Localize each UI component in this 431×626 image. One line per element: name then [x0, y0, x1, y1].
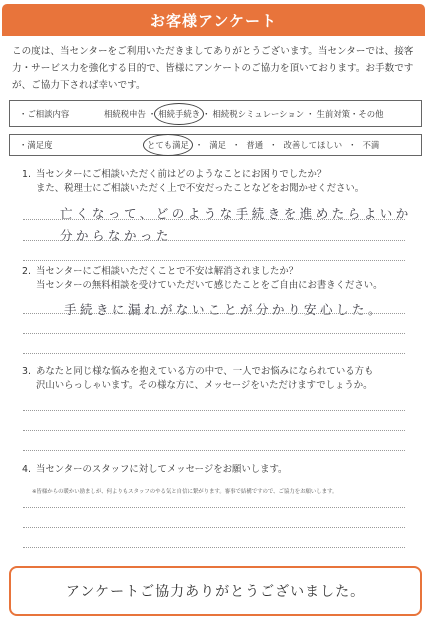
satisfaction-option[interactable]: 満足	[209, 140, 226, 150]
survey-title: お客様アンケート	[149, 11, 278, 30]
answer-line	[23, 430, 405, 431]
intro-text: この度は、当センターをご利用いただきましてありがとうございます。当センターでは、接客力・サービス力を強化する目的で、皆様にアンケートのご協力を頂いております。お手数ですが、ご協力下されば幸いです。	[12, 46, 414, 91]
question-4-line1: 当センターのスタッフに対してメッセージをお願いします。	[36, 464, 288, 475]
consultation-option[interactable]: 生前対策・その他	[316, 108, 384, 119]
answer-line	[23, 547, 405, 548]
satisfaction-options: とても満足 ・ 満足 ・ 普通 ・ 改善してほしい ・ 不満	[147, 140, 380, 150]
answer-2-line1: 手続きに漏れがないことが分かり安心した。	[64, 302, 385, 317]
answer-line	[23, 219, 405, 220]
consultation-option-selected[interactable]: 相続手続き	[158, 108, 201, 119]
consultation-option[interactable]: 相続税シミュレーション	[212, 108, 305, 119]
question-1-line1: 当センターにご相談いただく前はどのようなことにお困りでしたか？	[36, 169, 327, 180]
satisfaction-label: ・満足度	[19, 140, 53, 150]
answer-line	[23, 260, 405, 261]
question-3-line1: あなたと同じ様な悩みを抱えている方の中で、一人でお悩みになられている方も	[36, 366, 374, 377]
question-4: 4. 当センターのスタッフに対してメッセージをお願いします。	[22, 464, 288, 475]
satisfaction-option[interactable]: 改善してほしい	[283, 140, 343, 150]
question-1: 1. 当センターにご相談いただく前はどのようなことにお困りでしたか？ また、税理士にご相談いただく上で不安だったことなどをお聞かせください。	[22, 168, 417, 196]
answer-line	[23, 353, 405, 354]
question-2-line1: 当センターにご相談いただくことで不安は解消されましたか？	[36, 266, 299, 277]
question-3-line2: 沢山いらっしゃいます。その様な方に、メッセージをいただけますでしょうか。	[36, 380, 373, 391]
question-3: 3. あなたと同じ様な悩みを抱えている方の中で、一人でお悩みになられている方も 沢山いらっしゃいます。その様な方に、メッセージをいただけますでしょうか。	[22, 365, 417, 393]
thank-you-footer	[9, 566, 422, 616]
question-1-line2: また、税理士にご相談いただく上で不安だったことなどをお聞かせください。	[36, 183, 365, 194]
consultation-label: ・ご相談内容	[19, 108, 70, 119]
satisfaction-option-selected[interactable]: とても満足	[147, 140, 189, 150]
question-2-line2: 当センターの無料相談を受けていただいて感じたことをご自由にお書きください。	[36, 280, 383, 291]
answer-1-line2: 分からなかった	[60, 228, 173, 243]
consultation-row	[9, 100, 422, 127]
answer-line	[23, 333, 405, 334]
satisfaction-row	[9, 134, 422, 156]
title-bar	[2, 4, 425, 36]
answer-line	[23, 507, 405, 508]
consultation-option[interactable]: 相続税申告	[104, 108, 146, 119]
answer-line	[23, 313, 405, 314]
answer-line	[23, 410, 405, 411]
answer-line	[23, 240, 405, 241]
answer-1-line1: 亡くなって、どのような手続きを進めたらよいか	[60, 206, 412, 221]
footer-text: アンケートご協力ありがとうございました。	[65, 584, 366, 600]
satisfaction-option[interactable]: 普通	[246, 140, 264, 150]
question-4-note: ※皆様からの暖かい励ましが、何よりもスタッフのやる気と自信に繋がります。審事で結構ですので、ご協力をお願いします。	[32, 489, 338, 495]
question-2: 2. 当センターにご相談いただくことで不安は解消されましたか？ 当センターの無料相談を受けていただいて感じたことをご自由にお書きください。	[22, 265, 417, 293]
consultation-options: 相続税申告 ・ 相続手続き ・ 相続税シミュレーション ・ 生前対策・その他	[104, 108, 384, 119]
satisfaction-option[interactable]: 不満	[362, 140, 380, 150]
answer-line	[23, 527, 405, 528]
answer-line	[23, 450, 405, 451]
